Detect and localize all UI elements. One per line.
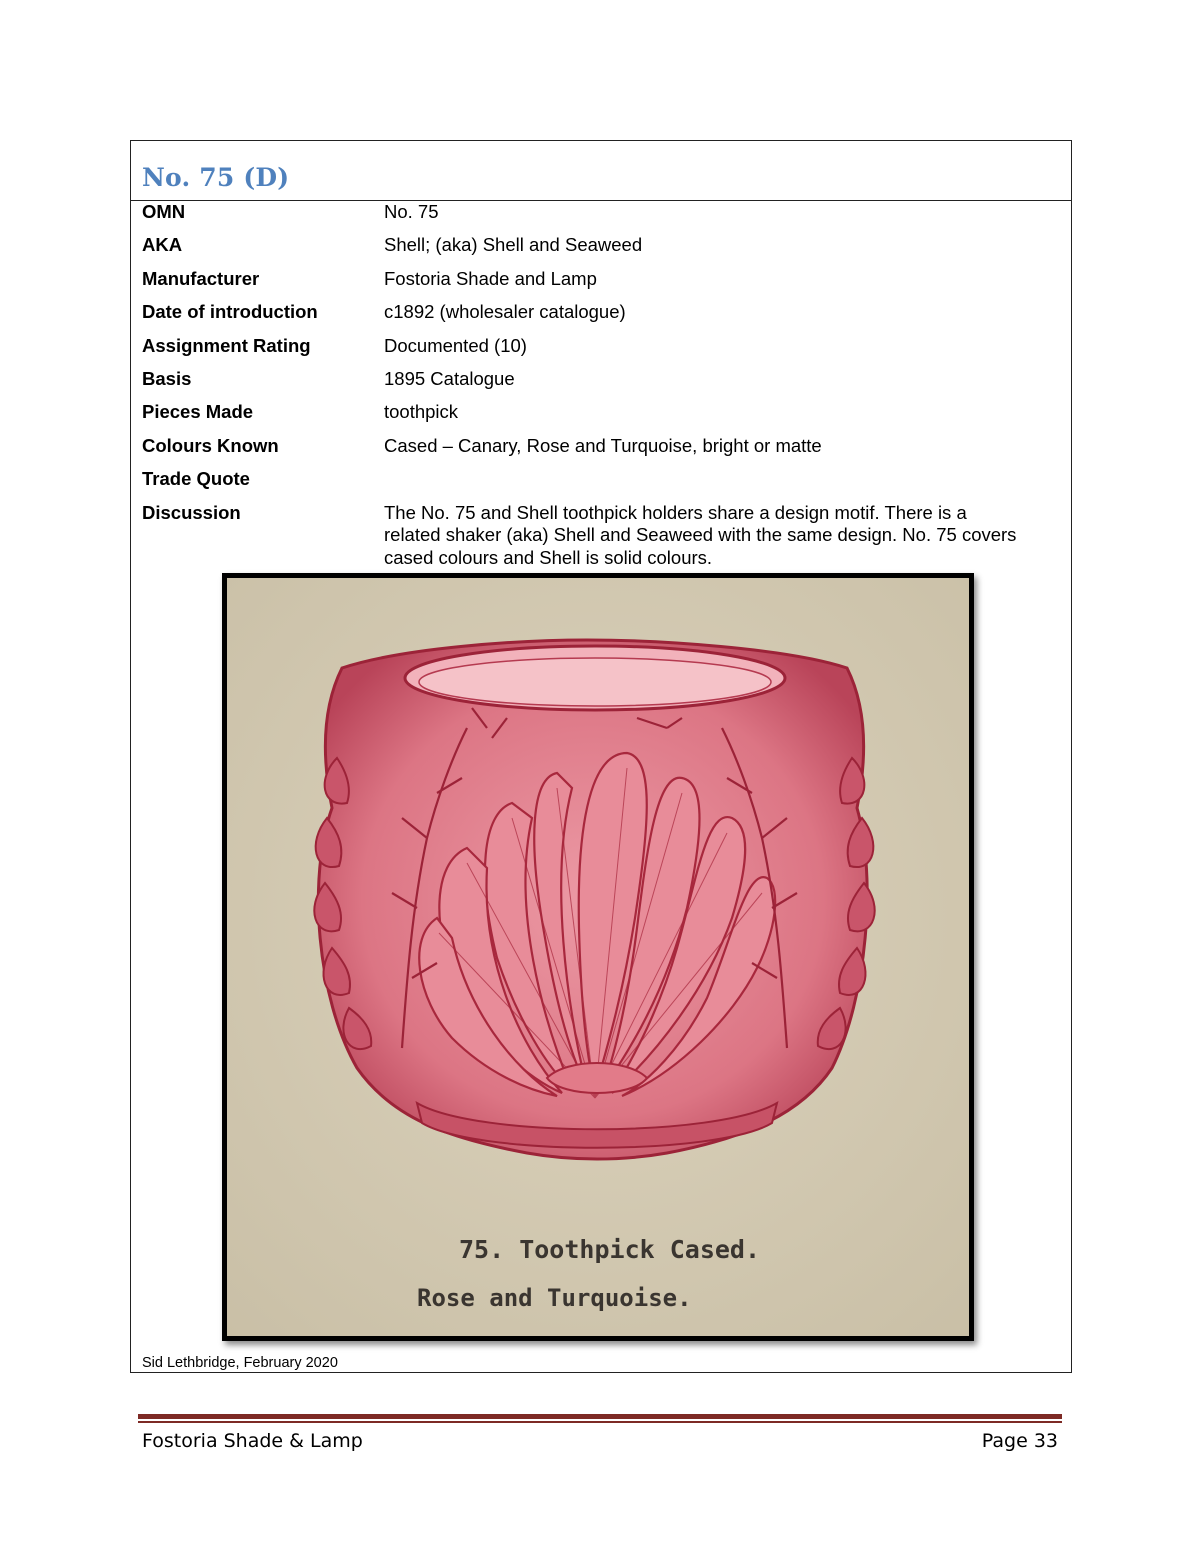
- toothpick-illustration: [227, 578, 969, 1336]
- row-aka: [131, 234, 1071, 267]
- row-label: Colours Known: [142, 434, 279, 456]
- pattern-sheet: [130, 140, 1072, 1373]
- footer-rule-thin: [138, 1421, 1062, 1423]
- row-pieces-made: [131, 401, 1071, 434]
- row-assignment-rating: [131, 335, 1071, 368]
- row-value: No. 75: [384, 201, 439, 222]
- page-number: Page 33: [981, 1430, 1058, 1452]
- author-credit: Sid Lethbridge, February 2020: [142, 1355, 338, 1371]
- row-label: Basis: [142, 367, 192, 389]
- pattern-title: No. 75 (D): [142, 163, 290, 192]
- row-value: c1892 (wholesaler catalogue): [384, 301, 626, 323]
- row-basis: [131, 368, 1071, 401]
- toothpick-photo: [222, 573, 974, 1341]
- caption-line-1: 75. Toothpick Cased.: [459, 1235, 761, 1264]
- row-value: Documented (10): [384, 334, 527, 356]
- row-value: The No. 75 and Shell toothpick holders share a design motif. There is a related shaker (aka) Shell and Seaweed with the same design. No. 75 covers cased colours and Shell is solid colours.: [384, 501, 1017, 568]
- details-table: [131, 201, 1071, 568]
- row-label: Manufacturer: [142, 267, 260, 289]
- row-label: Trade Quote: [142, 468, 250, 490]
- row-value: Fostoria Shade and Lamp: [384, 267, 597, 289]
- row-label: Pieces Made: [142, 401, 254, 423]
- caption-line-2: Rose and Turquoise.: [417, 1284, 692, 1312]
- footer-rule-thick: [138, 1414, 1062, 1419]
- row-manufacturer: [131, 268, 1071, 301]
- row-value: Cased – Canary, Rose and Turquoise, bright or matte: [384, 434, 822, 456]
- vase-icon: [314, 640, 874, 1159]
- row-value: 1895 Catalogue: [384, 367, 515, 389]
- row-label: Assignment Rating: [142, 334, 311, 356]
- row-colours-known: [131, 435, 1071, 468]
- row-date-of-introduction: [131, 301, 1071, 334]
- footer-title: Fostoria Shade & Lamp: [142, 1430, 363, 1452]
- row-label: Date of introduction: [142, 301, 318, 323]
- row-label: Discussion: [142, 501, 241, 523]
- row-trade-quote: [131, 468, 1071, 501]
- row-omn: [131, 201, 1071, 234]
- row-value: Shell; (aka) Shell and Seaweed: [384, 234, 643, 256]
- row-label: OMN: [142, 201, 186, 222]
- row-discussion: [131, 501, 1071, 568]
- row-label: AKA: [142, 234, 183, 256]
- row-value: toothpick: [384, 401, 459, 423]
- title-row: [131, 141, 1071, 201]
